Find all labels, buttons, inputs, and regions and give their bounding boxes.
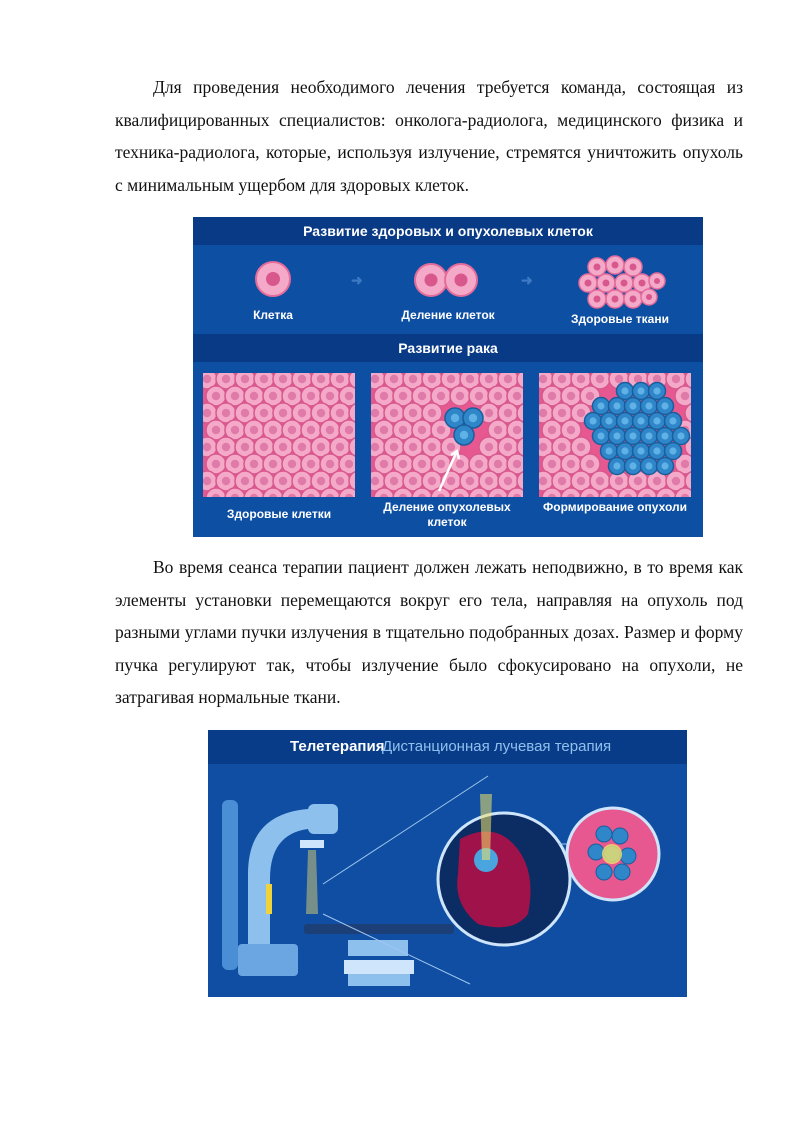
single-cell-icon [256,262,290,296]
figure-title-band [193,217,703,245]
title-bold: Телетерапия [290,738,385,755]
teletherapy-illustration [208,764,687,997]
teletherapy-figure [208,730,687,997]
title-rest: Дистанционная лучевая терапия [382,738,612,755]
figure-subtitle: Развитие рака [398,340,498,356]
panel-label-tumor: Формирование опухоли [543,500,687,514]
linac-machine-icon [222,800,338,976]
stage-label-division: Деление клеток [401,308,495,322]
cell-development-figure [193,217,703,537]
paragraph-team: Для проведения необходимого лечения требуется команда, состоящая из квалифицированных специалистов: онколога-радиолога, медицинского физика и техника-радиолога, которые, используя излучение, стремятся уничтожить опухоль с минимальным ущербом для здоровых клеток. [115,77,743,195]
tumor-zoom-icon [438,794,570,945]
arrow-icon: ➜ [351,272,363,288]
paragraph-session: Во время сеанса терапии пациент должен лежать неподвижно, в то время как элементы установки перемещаются вокруг его тела, направляя на опухоль под разными углами пучки излучения в тщательно подобранных дозах. Размер и форму пучка регулируют так, чтобы излучение было сфокусировано на опухоли, не затрагивая нормальные ткани. [115,557,743,707]
panel-tumor [539,373,691,497]
cell-zoom-icon [567,808,659,900]
panel-label-division: Деление опухолевых клеток [383,500,511,529]
panel-division [371,373,523,497]
figure-title: Развитие здоровых и опухолевых клеток [303,223,593,239]
teletherapy-title-band [208,730,687,764]
stage-label-cell: Клетка [253,308,293,322]
panel-label-healthy: Здоровые клетки [226,507,332,521]
treatment-couch-icon [304,924,454,986]
stage-label-tissue: Здоровые ткани [571,312,669,326]
arrow-icon: ➜ [521,272,533,288]
subtitle-band [193,334,703,362]
panel-healthy [203,373,355,497]
dividing-cells-icon [415,264,477,296]
